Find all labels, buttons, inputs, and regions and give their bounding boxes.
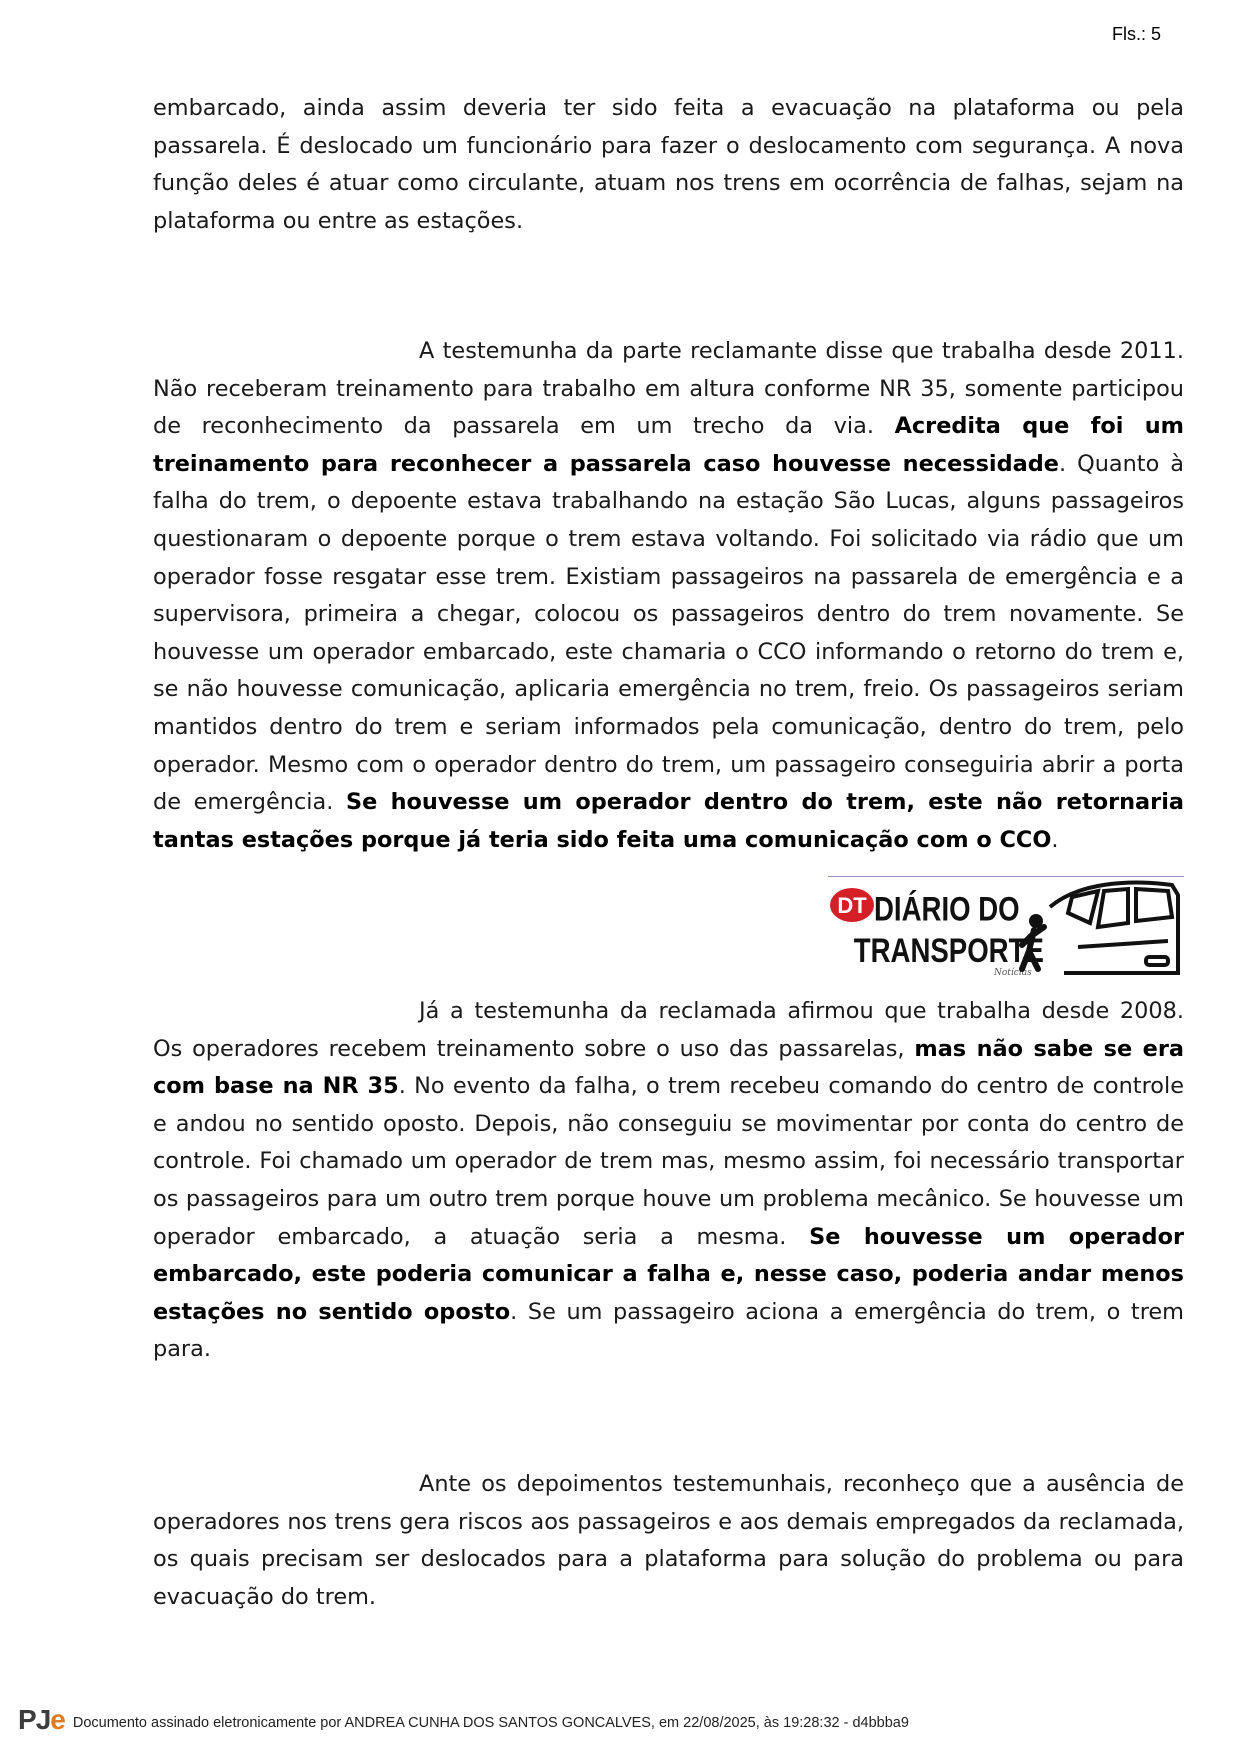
text-segment: Já a testemunha da reclamada afirmou que trabalha desde 2008. Os operadores recebem treinamento sobre o uso das passarelas, <box>153 998 1184 1062</box>
bold-text-segment: Se houvesse um operador dentro do trem, este não retornaria tantas estações porque já teria sido feita uma comunicação com o CCO <box>153 789 1184 853</box>
bus-icon <box>1050 883 1178 973</box>
page-number: Fls.: 5 <box>1112 24 1162 44</box>
text-segment: Ante os depoimentos testemunhais, reconheço que a ausência de operadores nos trens gera riscos aos passageiros e aos demais empregados da reclamada, os quais precisam ser deslocados para a plataforma para solução do problema ou para evacuação do trem. <box>153 1471 1184 1610</box>
logo-line1: DIÁRIO DO <box>874 889 1020 929</box>
paragraph-defendant-witness <box>153 993 1184 1369</box>
pje-logo-j: J <box>35 1704 51 1735</box>
signature-footer <box>18 1705 909 1735</box>
logo-tagline: Notícias <box>994 968 1032 978</box>
paragraph-conclusion <box>153 1466 1184 1616</box>
pje-logo-e: e <box>50 1704 65 1735</box>
bold-text-segment: mas não sabe se era com base na NR 35 <box>153 1035 1184 1100</box>
text-segment: . No evento da falha, o trem recebeu comando do centro de controle e andou no sentido oposto. Depois, não conseguiu se movimentar por conta do centro de controle. Foi chamado um operador de trem mas, mesmo assim, foi necessário transportar os passageiros para um outro trem porque houve um problema mecânico. Se houvesse um operador embarcado, a atuação seria a mesma. <box>153 1073 1184 1250</box>
pje-logo <box>18 1704 65 1736</box>
text-segment: . Se um passageiro aciona a emergência do trem, o trem para. <box>153 1298 1184 1363</box>
bold-text-segment: Acredita que foi um treinamento para reconhecer a passarela caso houvesse necessidade <box>153 413 1184 477</box>
paragraph-plaintiff-witness <box>153 333 1184 859</box>
pje-logo-p: P <box>18 1704 36 1735</box>
text-segment: embarcado, ainda assim deveria ter sido feita a evacuação na plataforma ou pela passarela. É deslocado um funcionário para fazer o deslocamento com segurança. A nova função deles é atuar como circulante, atuam nos trens em ocorrência de falhas, sejam na plataforma ou entre as estações. <box>153 95 1184 234</box>
paragraph-continuation <box>153 90 1184 240</box>
logo-line2: TRANSPORTE <box>853 931 1044 970</box>
bold-text-segment: Se houvesse um operador embarcado, este poderia comunicar a falha e, nesse caso, poderia andar menos estações no sentido oposto <box>153 1223 1184 1325</box>
text-segment: A testemunha da parte reclamante disse que trabalha desde 2011. Não receberam treinamento para trabalho em altura conforme NR 35, somente participou de reconhecimento da passarela em um trecho da via. <box>153 338 1184 440</box>
diario-do-transporte-logo <box>828 876 1184 985</box>
signature-text: Documento assinado eletronicamente por ANDREA CUNHA DOS SANTOS GONCALVES, em 22/08/2025, às 19:28:32 - d4bbba9 <box>72 1715 909 1731</box>
text-segment: . Quanto à falha do trem, o depoente estava trabalhando na estação São Lucas, alguns passageiros questionaram o depoente porque o trem estava voltando. Foi solicitado via rádio que um operador fosse resgatar esse trem. Existiam passageiros na passarela de emergência e a supervisora, primeira a chegar, colocou os passageiros dentro do trem novamente. Se houvesse um operador embarcado, este chamaria o CCO informando o retorno do trem e, se não houvesse comunicação, aplicaria emergência no trem, freio. Os passageiros seriam mantidos dentro do trem e seriam informados pela comunicação, dentro do trem, pelo operador. Mesmo com o operador dentro do trem, um passageiro conseguiria abrir a porta de emergência. <box>153 450 1184 816</box>
logo-badge-text: DT <box>837 893 867 918</box>
text-segment: . <box>1051 826 1059 853</box>
